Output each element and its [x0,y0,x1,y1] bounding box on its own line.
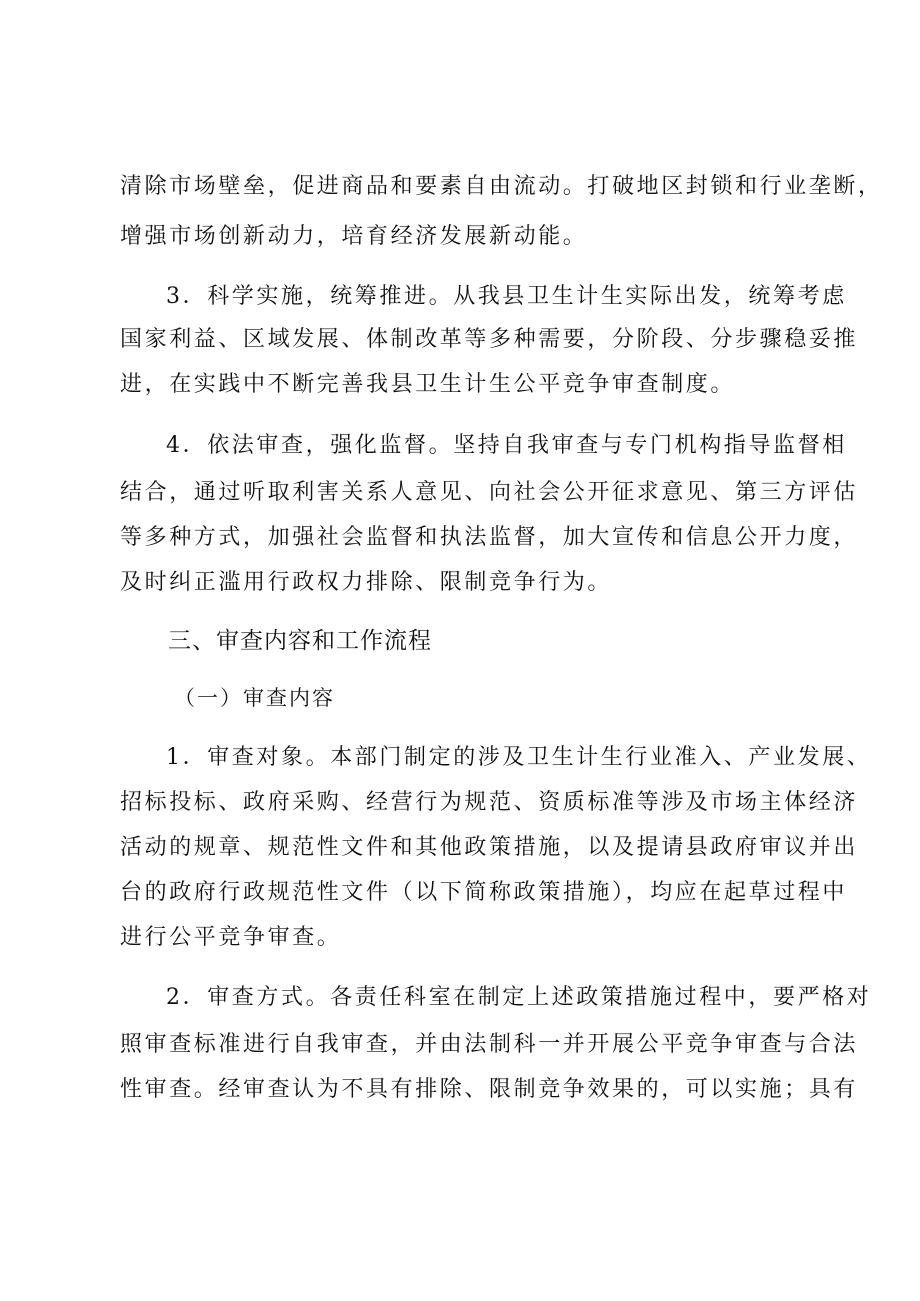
paragraph-line: 增强市场创新动力，培育经济发展新动能。 [120,224,588,249]
paragraph-line: 等多种方式，加强社会监督和执法监督，加大宣传和信息公开力度， [120,525,859,550]
paragraph-line: 2．审查方式。各责任科室在制定上述政策措施过程中，要严格对 [166,985,872,1010]
paragraph-line: 4．依法审查，强化监督。坚持自我审查与专门机构指导监督相 [166,433,847,458]
section-heading: 三、审查内容和工作流程 [168,628,432,654]
paragraph-line: 台的政府行政规范性文件（以下简称政策措施），均应在起草过程中 [120,880,848,905]
paragraph-line: 进，在实践中不断完善我县卫生计生公平竞争审查制度。 [120,372,736,397]
subsection-heading: （一）审查内容 [174,686,335,710]
paragraph-line: 结合，通过听取利害关系人意见、向社会公开征求意见、第三方评估 [120,480,859,505]
paragraph-line: 3．科学实施，统筹推进。从我县卫生计生实际出发，统筹考虑 [166,284,847,309]
paragraph-line: 及时纠正滥用行政权力排除、限制竞争行为。 [120,570,613,595]
paragraph-line: 国家利益、区域发展、体制改革等多种需要，分阶段、分步骤稳妥推 [120,327,859,352]
paragraph-line: 照审查标准进行自我审查，并由法制科一并开展公平竞争审查与合法 [120,1032,859,1057]
paragraph-line: 招标投标、政府采购、经营行为规范、资质标准等涉及市场主体经济 [120,790,859,815]
paragraph-line: 清除市场壁垒，促进商品和要素自由流动。打破地区封锁和行业垄断， [120,174,883,199]
paragraph-line: 进行公平竞争审查。 [120,925,342,950]
paragraph-line: 活动的规章、规范性文件和其他政策措施，以及提请县政府审议并出 [120,835,859,860]
paragraph-line: 1．审查对象。本部门制定的涉及卫生计生行业准入、产业发展、 [166,745,872,770]
paragraph-line: 性审查。经审查认为不具有排除、限制竞争效果的，可以实施；具有 [120,1077,859,1102]
